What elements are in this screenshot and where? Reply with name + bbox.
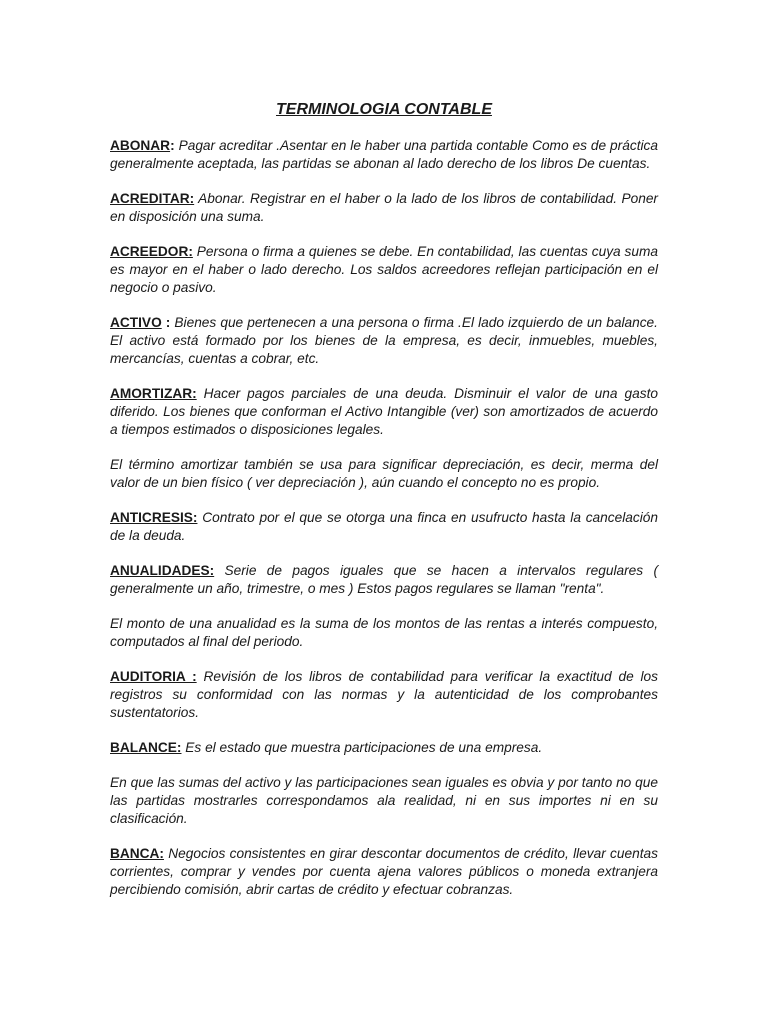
document-page	[110, 100, 658, 916]
glossary-definition: Abonar. Registrar en el haber o la lado de los libros de contabilidad. Poner en disposición una suma.	[110, 191, 658, 224]
document-title: TERMINOLOGIA CONTABLE	[276, 101, 492, 118]
glossary-term: BALANCE:	[110, 740, 182, 755]
glossary-definition: El término amortizar también se usa para significar depreciación, es decir, merma del valor de un bien físico ( ver depreciación ), aún cuando el concepto no es propio.	[110, 457, 658, 490]
glossary-entry	[110, 137, 658, 173]
glossary-term: ACTIVO	[110, 315, 162, 330]
glossary-definition: Serie de pagos iguales que se hacen a intervalos regulares ( generalmente un año, trimestre, o mes ) Estos pagos regulares se llaman "renta".	[110, 563, 658, 596]
glossary-definition: Persona o firma a quienes se debe. En contabilidad, las cuentas cuya suma es mayor en el haber o lado derecho. Los saldos acreedores reflejan participación en el negocio o pasivo.	[110, 244, 658, 295]
glossary-continuation	[110, 456, 658, 492]
glossary-entry	[110, 739, 658, 757]
glossary-entry	[110, 562, 658, 598]
glossary-definition: Revisión de los libros de contabilidad para verificar la exactitud de los registros su conformidad con las normas y la autenticidad de los comprobantes sustentatorios.	[110, 669, 658, 720]
glossary-term: AMORTIZAR:	[110, 386, 197, 401]
glossary-entry	[110, 385, 658, 439]
glossary-definition: En que las sumas del activo y las participaciones sean iguales es obvia y por tanto no que las partidas mostrarles correspondamos ala realidad, ni en sus importes ni en su clasificación.	[110, 775, 658, 826]
glossary-entry	[110, 668, 658, 722]
glossary-term: BANCA:	[110, 846, 164, 861]
glossary-definition: Pagar acreditar .Asentar en le haber una partida contable Como es de práctica generalmente aceptada, las partidas se abonan al lado derecho de los libros De cuentas.	[110, 138, 658, 171]
glossary-entry	[110, 509, 658, 545]
glossary-term: ACREDITAR:	[110, 191, 195, 206]
glossary-continuation	[110, 774, 658, 828]
term-colon: :	[170, 138, 175, 153]
glossary-term: AUDITORIA :	[110, 669, 197, 684]
glossary-term: ANTICRESIS:	[110, 510, 198, 525]
glossary-entry	[110, 314, 658, 368]
glossary-definition: Negocios consistentes en girar descontar documentos de crédito, llevar cuentas corrientes, comprar y vendes por cuenta ajena valores públicos o moneda extranjera percibiendo comisión, abrir cartas de crédito y efectuar cobranzas.	[110, 846, 658, 897]
glossary-entry	[110, 190, 658, 226]
glossary-term: ABONAR	[110, 138, 171, 153]
glossary-term: ACREEDOR:	[110, 244, 193, 259]
term-colon: :	[161, 315, 171, 330]
glossary-definition: Es el estado que muestra participaciones de una empresa.	[181, 740, 543, 755]
glossary-entry	[110, 243, 658, 297]
glossary-definition: Hacer pagos parciales de una deuda. Disminuir el valor de una gasto diferido. Los bienes que conforman el Activo Intangible (ver) son amortizados de acuerdo a tiempos estimados o disposiciones legales.	[110, 386, 658, 437]
glossary-entry	[110, 845, 658, 899]
glossary-definition: Bienes que pertenecen a una persona o firma .El lado izquierdo de un balance. El activo está formado por los bienes de la empresa, es decir, inmuebles, muebles, mercancías, cuentas a cobrar, etc.	[110, 315, 658, 366]
glossary-continuation	[110, 615, 658, 651]
glossary-definition: Contrato por el que se otorga una finca en usufructo hasta la cancelación de la deuda.	[110, 510, 658, 543]
glossary-definition: El monto de una anualidad es la suma de los montos de las rentas a interés compuesto, computados al final del periodo.	[110, 616, 658, 649]
glossary-term: ANUALIDADES:	[110, 563, 215, 578]
